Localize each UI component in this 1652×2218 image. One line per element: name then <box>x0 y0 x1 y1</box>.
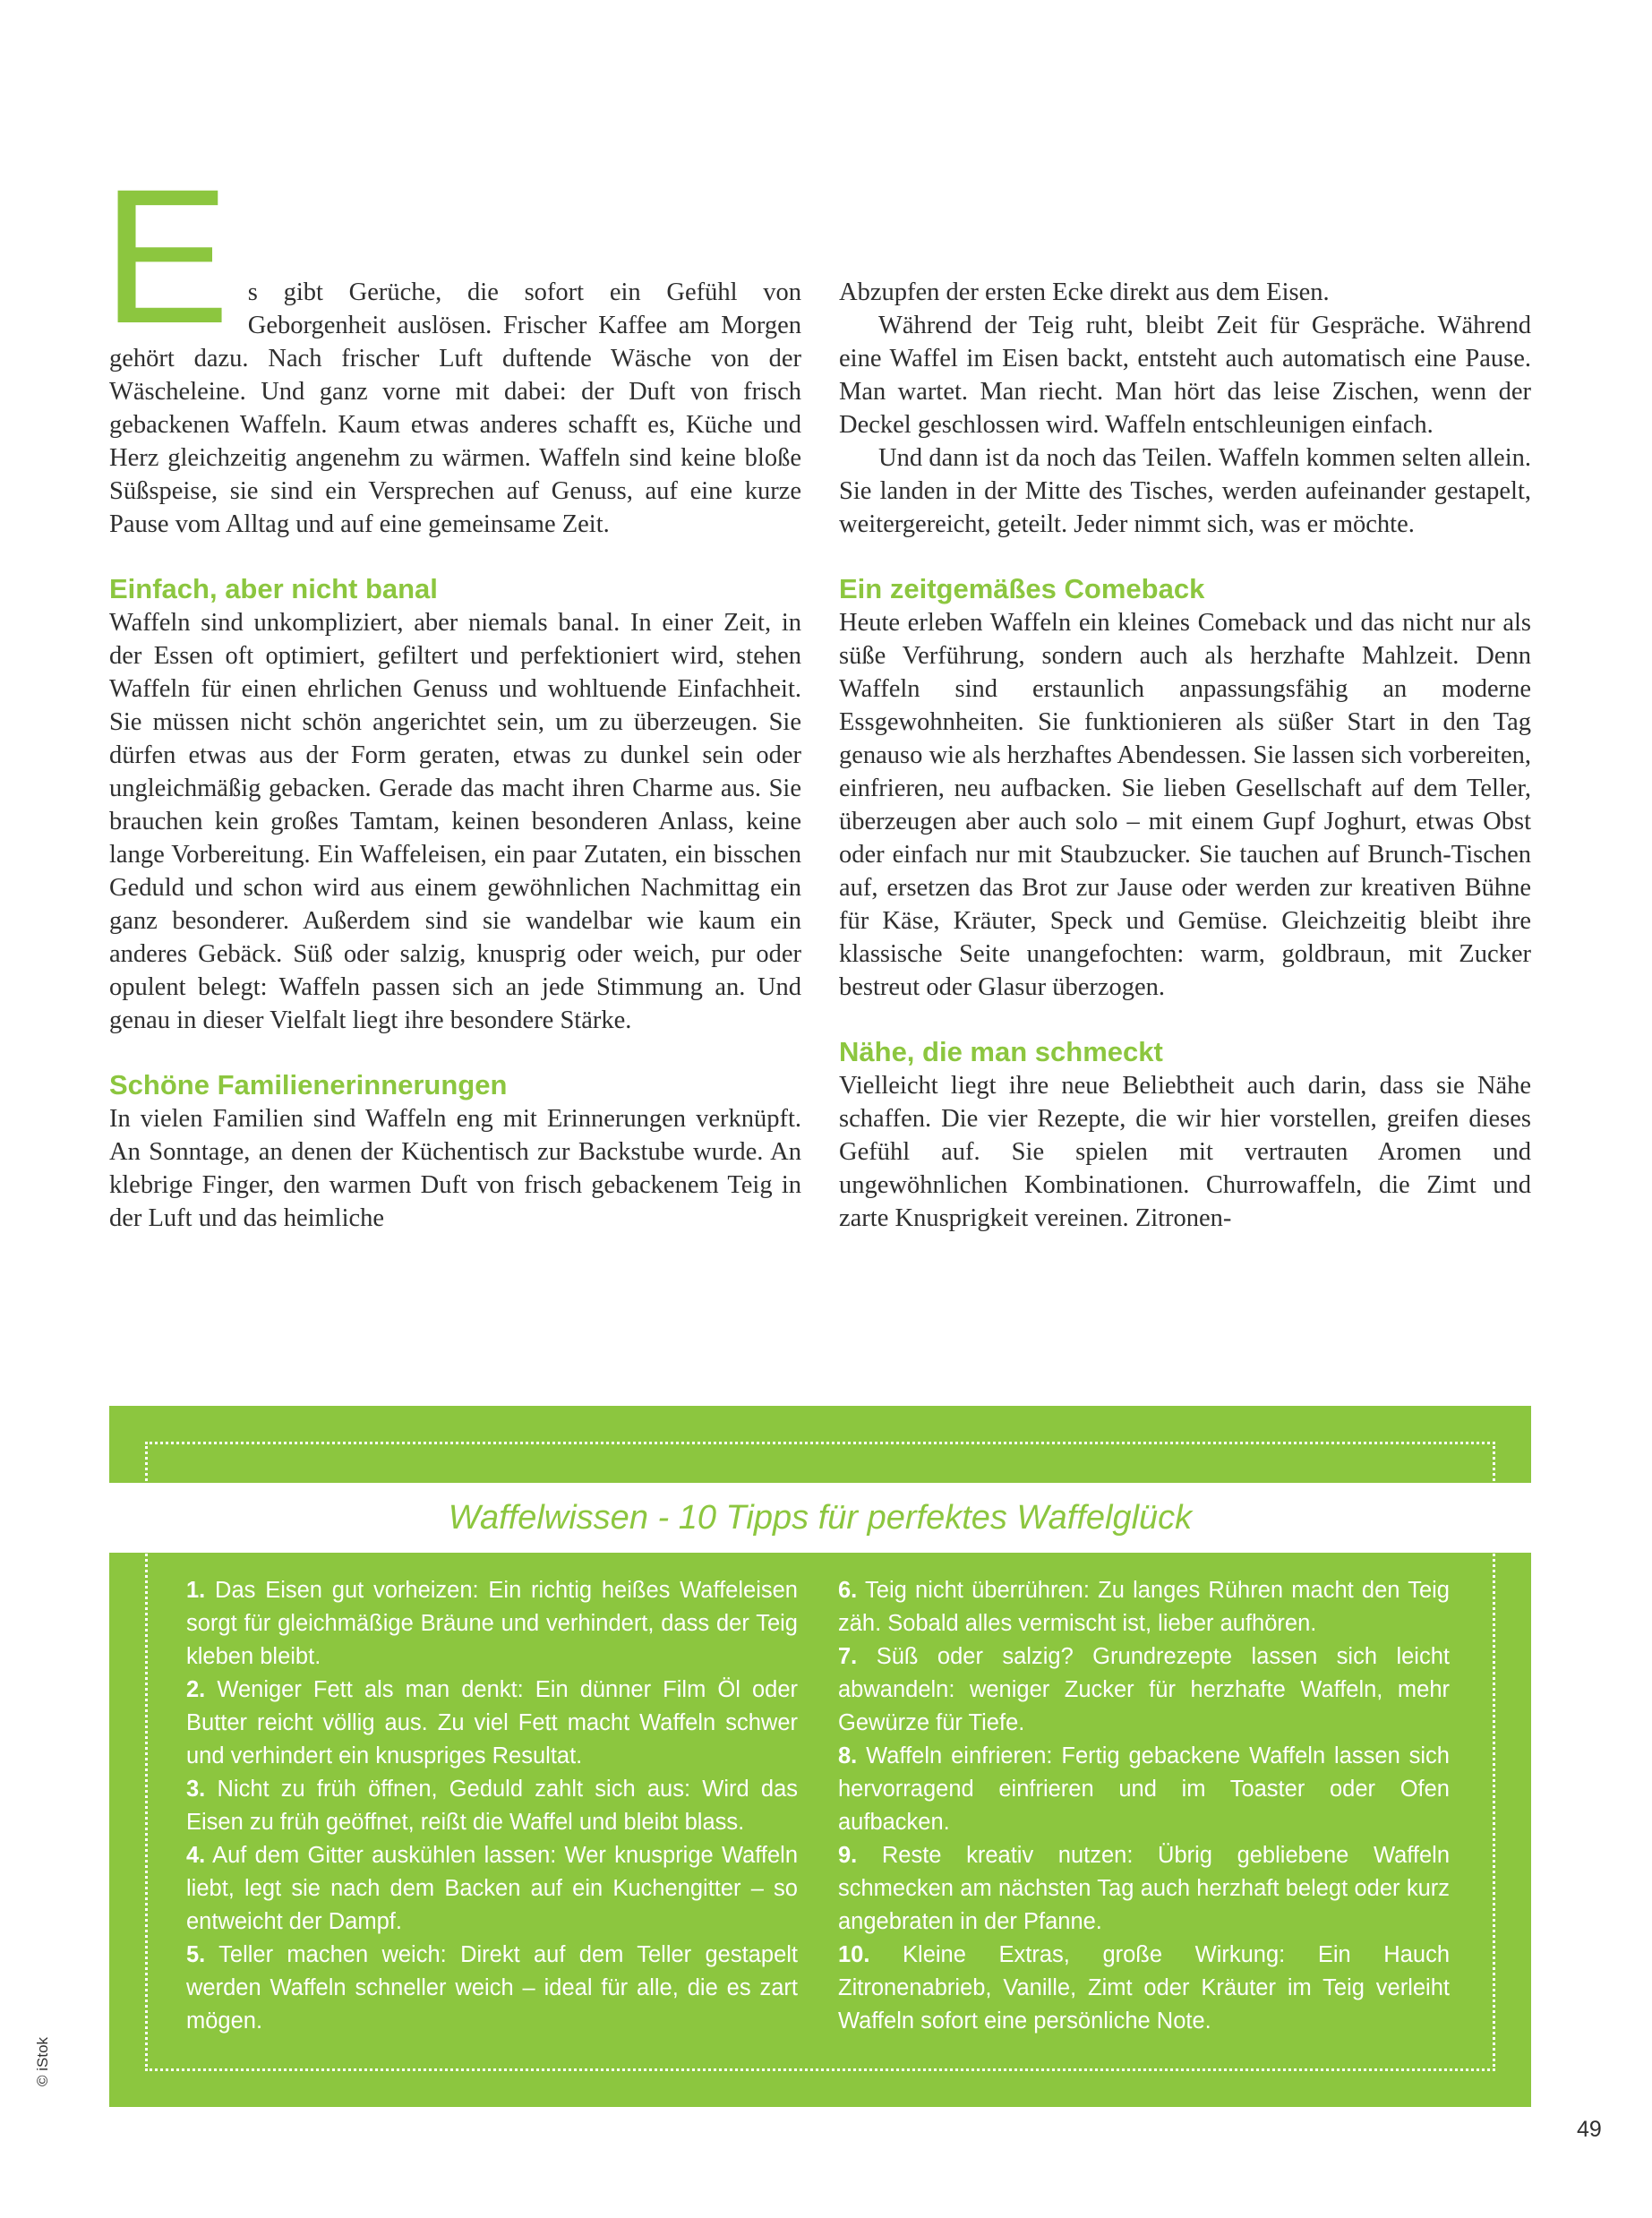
tip-item <box>186 1939 798 2038</box>
section-heading-family: Schöne Familienerinnerungen <box>109 1069 508 1100</box>
dough-paragraph: Während der Teig ruht, bleibt Zeit für Gespräche. Während eine Waffel im Eisen backt, entsteht auch automatisch eine Pause. Man wartet. Man riecht. Man hört das leise Zischen, wenn der Deckel geschlossen wird. Waffeln entschleunigen einfach. <box>839 312 1531 439</box>
tip-text: Nicht zu früh öffnen, Geduld zahlt sich aus: Wird das Eisen zu früh geöffnet, reißt die Waffel und bleibt blass. <box>186 1777 798 1835</box>
tip-number: 10. <box>838 1942 870 1967</box>
tip-item <box>838 1640 1450 1740</box>
tip-number: 9. <box>838 1843 858 1868</box>
tip-number: 2. <box>186 1677 206 1702</box>
tip-item <box>838 1574 1450 1640</box>
intro-text: s gibt Gerüche, die sofort ein Gefühl von Geborgenheit auslösen. Frischer Kaffee am Morgen gehört dazu. Nach frischer Luft duftende Wäsche von der Wäscheleine. Und ganz vorne mit dabei: der Duft von frisch gebackenen Waffeln. Kaum etwas anderes schafft es, Küche und Herz gleichzeitig angenehm zu wärmen. Waffeln sind keine bloße Süßspeise, sie sind ein Versprechen auf Genuss, auf eine kurze Pause vom Alltag und auf eine gemeinsame Zeit. <box>109 278 801 538</box>
tip-item <box>838 1839 1450 1939</box>
tips-column-left <box>186 1574 798 2038</box>
page-number: 49 <box>1577 2117 1602 2142</box>
tip-text: Waffeln einfrieren: Fertig gebackene Waffeln lassen sich hervorragend einfrieren und im Toaster oder Ofen aufbacken. <box>838 1743 1450 1835</box>
tip-number: 7. <box>838 1644 858 1669</box>
section-heading-simple: Einfach, aber nicht banal <box>109 573 438 604</box>
tip-item <box>186 1574 798 1674</box>
tip-text: Das Eisen gut vorheizen: Ein richtig heißes Waffeleisen sorgt für gleichmäßige Bräune und verhindert, dass der Teig kleben bleibt. <box>186 1578 798 1669</box>
tip-number: 8. <box>838 1743 858 1768</box>
tip-number: 3. <box>186 1777 206 1802</box>
photo-credit: © iStok <box>34 2036 51 2086</box>
tip-text: Kleine Extras, große Wirkung: Ein Hauch Zitronenabrieb, Vanille, Zimt oder Kräuter im Teig verleiht Waffeln sofort eine persönliche Note. <box>838 1942 1450 2034</box>
tip-text: Reste kreativ nutzen: Übrig gebliebene Waffeln schmecken am nächsten Tag auch herzhaft belegt oder kurz angebraten in der Pfanne. <box>838 1843 1450 1934</box>
section-paragraph-family: In vielen Familien sind Waffeln eng mit Erinnerungen verknüpft. An Sonntage, an denen der Küchentisch zur Backstube wurde. An klebrige Finger, den warmen Duft von frisch gebackenem Teig in der Luft und das heimliche <box>109 1105 801 1232</box>
tips-box-title: Waffelwissen - 10 Tipps für perfektes Waffelglück <box>448 1499 1193 1537</box>
section-paragraph-comeback: Heute erleben Waffeln ein kleines Comeback und das nicht nur als süße Verführung, sondern auch als herzhafte Mahlzeit. Denn Waffeln sind erstaunlich anpassungsfähig an moderne Essgewohnheiten. Sie funktionieren als süßer Start in den Tag genauso wie als herzhaftes Abendessen. Sie lassen sich vorbereiten, einfrieren, neu aufbacken. Sie lieben Gesellschaft auf dem Teller, überzeugen aber auch solo – mit einem Gupf Joghurt, etwas Obst oder einfach nur mit Staubzucker. Sie tauchen auf Brunch-Tischen auf, ersetzen das Brot zur Jause oder werden zur kreativen Bühne für Käse, Kräuter, Speck und Gemüse. Gleichzeitig bleibt ihre klassische Seite unangefochten: warm, goldbraun, mit Zucker bestreut oder Glasur überzogen. <box>839 609 1531 1001</box>
tips-column-right <box>838 1574 1450 2038</box>
section-paragraph-closeness: Vielleicht liegt ihre neue Beliebtheit auch darin, dass sie Nähe schaffen. Die vier Rezepte, die wir hier vorstellen, greifen dieses Gefühl auf. Sie spielen mit vertrauten Aromen und ungewöhnlichen Kombinationen. Churrowaffeln, die Zimt und zarte Knusprigkeit vereinen. Zitronen- <box>839 1072 1531 1232</box>
tip-text: Weniger Fett als man denkt: Ein dünner Film Öl oder Butter reicht völlig aus. Zu viel Fett macht Waffeln schwer und verhindert ein knuspriges Resultat. <box>186 1677 798 1768</box>
section-paragraph-simple: Waffeln sind unkompliziert, aber niemals banal. In einer Zeit, in der Essen oft optimiert, gefiltert und perfektioniert wird, stehen Waffeln für einen ehrlichen Genuss und wohltuende Einfachheit. Sie müssen nicht schön angerichtet sein, um zu überzeugen. Sie dürfen etwas aus der Form geraten, etwas zu dunkel sein oder ungleichmäßig gebacken. Gerade das macht ihren Charme aus. Sie brauchen kein großes Tamtam, keinen besonderen Anlass, keine lange Vorbereitung. Ein Waffeleisen, ein paar Zutaten, ein bisschen Geduld und schon wird aus einem gewöhnlichen Nachmittag ein ganz besonderer. Außerdem sind sie wandelbar wie kaum ein anderes Gebäck. Süß oder salzig, knusprig oder weich, pur oder opulent belegt: Waffeln passen sich an jede Stimmung an. Und genau in dieser Vielfalt liegt ihre besondere Stärke. <box>109 609 801 1034</box>
tip-text: Süß oder salzig? Grundrezepte lassen sich leicht abwandeln: weniger Zucker für herzhafte Waffeln, mehr Gewürze für Tiefe. <box>838 1644 1450 1735</box>
tip-item <box>838 1939 1450 2038</box>
tip-number: 1. <box>186 1578 206 1603</box>
tip-item <box>186 1773 798 1839</box>
article-column-right <box>839 276 1531 1235</box>
tips-box <box>109 1406 1531 2107</box>
tip-text: Auf dem Gitter auskühlen lassen: Wer knusprige Waffeln liebt, legt sie nach dem Backen auf ein Kuchengitter – so entweicht der Dampf. <box>186 1843 798 1934</box>
tip-text: Teller machen weich: Direkt auf dem Teller gestapelt werden Waffeln schneller weich – ideal für alle, die es zart mögen. <box>186 1942 798 2034</box>
intro-paragraph <box>102 150 801 541</box>
tip-item <box>838 1740 1450 1839</box>
section-heading-closeness: Nähe, die man schmeckt <box>839 1036 1163 1067</box>
dropcap-letter: E <box>102 150 230 364</box>
tip-item <box>186 1839 798 1939</box>
article-column-left <box>102 150 801 1235</box>
tip-text: Teig nicht überrühren: Zu langes Rühren macht den Teig zäh. Sobald alles vermischt ist, lieber aufhören. <box>838 1578 1450 1636</box>
section-heading-comeback: Ein zeitgemäßes Comeback <box>839 573 1205 604</box>
tip-number: 5. <box>186 1942 206 1967</box>
tip-item <box>186 1674 798 1773</box>
continued-paragraph: Abzupfen der ersten Ecke direkt aus dem Eisen. <box>839 278 1330 306</box>
tip-number: 4. <box>186 1843 206 1868</box>
tip-number: 6. <box>838 1578 858 1603</box>
sharing-paragraph: Und dann ist da noch das Teilen. Waffeln kommen selten allein. Sie landen in der Mitte des Tisches, werden aufeinander gestapelt, weitergereicht, geteilt. Jeder nimmt sich, was er möchte. <box>839 444 1531 538</box>
